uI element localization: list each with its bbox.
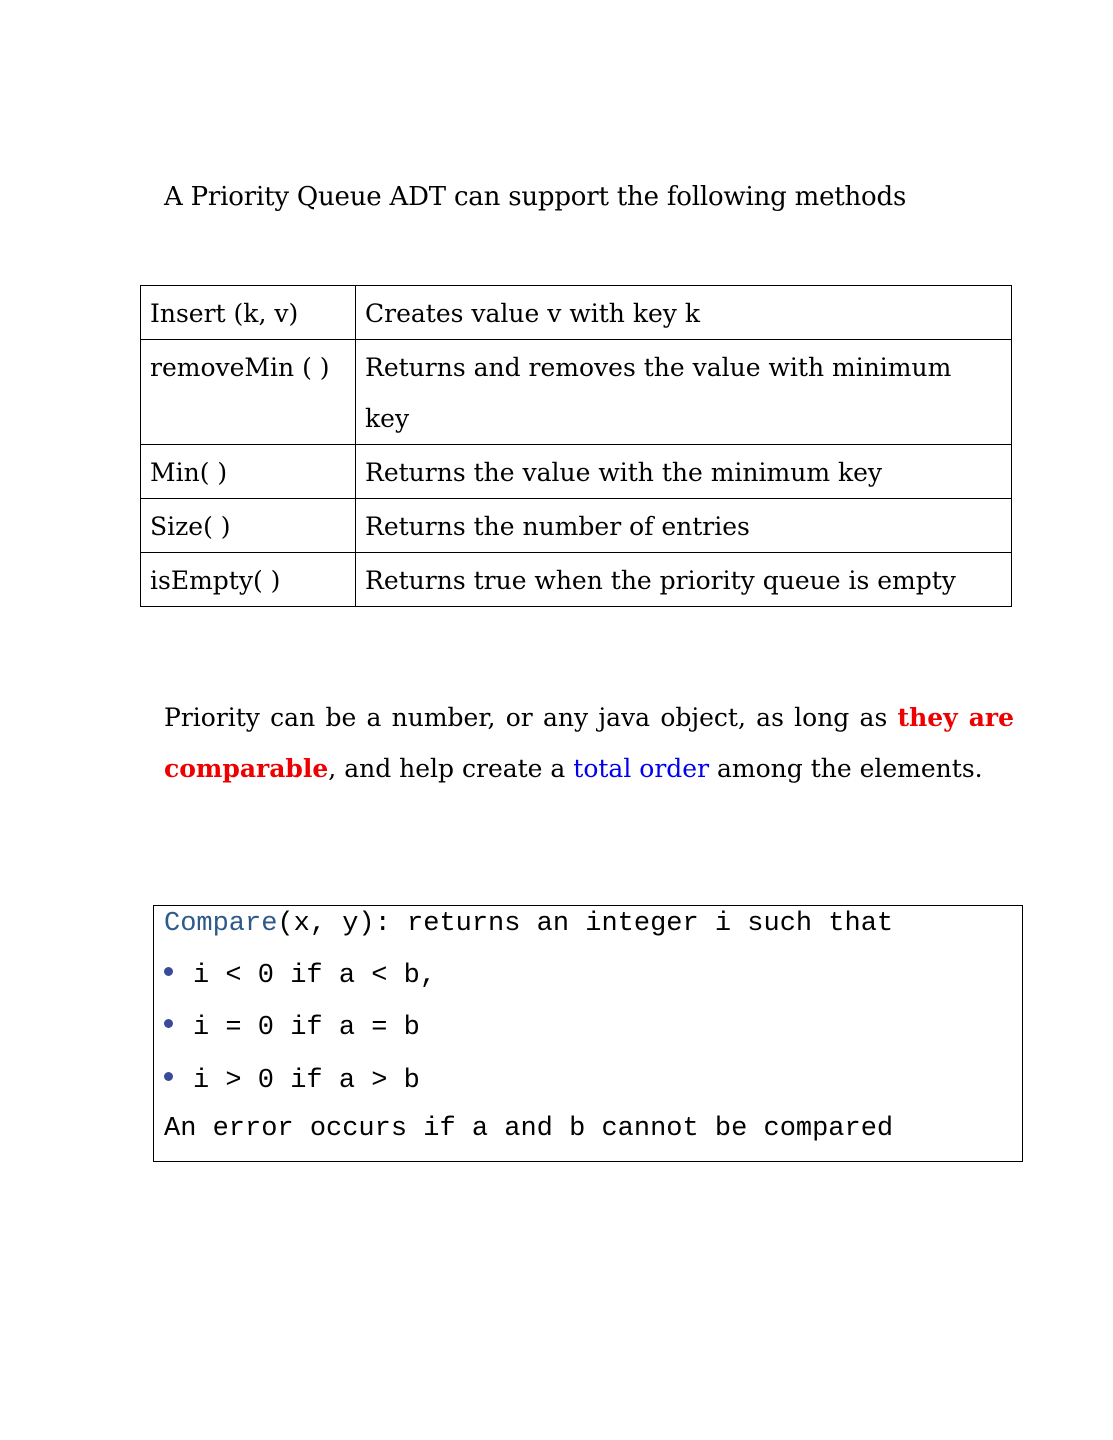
bullet-item — [164, 1013, 420, 1043]
description-cell: Returns and removes the value with minimum key — [356, 340, 1012, 445]
methods-table — [140, 285, 1012, 607]
bullet-icon — [164, 1019, 173, 1028]
compare-code-box — [153, 905, 1023, 1162]
paragraph-text: Priority can be a number, or any java object, as long as — [164, 703, 898, 732]
function-name: Compare — [164, 909, 278, 939]
paragraph-text: among the elements. — [709, 754, 983, 783]
compare-signature — [164, 909, 893, 939]
table-row — [141, 445, 1012, 499]
description-cell: Returns the value with the minimum key — [356, 445, 1012, 499]
bullet-text: i < 0 if a < b, — [193, 961, 437, 991]
method-cell: isEmpty( ) — [141, 553, 356, 607]
method-cell: removeMin ( ) — [141, 340, 356, 445]
description-cell: Returns true when the priority queue is empty — [356, 553, 1012, 607]
table-row — [141, 340, 1012, 445]
description-cell: Creates value v with key k — [356, 286, 1012, 340]
error-note: An error occurs if a and b cannot be compared — [164, 1114, 894, 1144]
paragraph-text: , and help create a — [328, 754, 574, 783]
signature-text: (x, y): returns an integer i such that — [277, 909, 894, 939]
description-cell: Returns the number of entries — [356, 499, 1012, 553]
total-order-highlight: total order — [573, 754, 710, 783]
bullet-text: i > 0 if a > b — [193, 1066, 420, 1096]
table-row — [141, 499, 1012, 553]
comparable-highlight: they are comparable — [164, 703, 1014, 783]
method-cell: Insert (k, v) — [141, 286, 356, 340]
priority-paragraph — [164, 692, 1014, 794]
method-cell: Min( ) — [141, 445, 356, 499]
table-row — [141, 286, 1012, 340]
bullet-text: i = 0 if a = b — [193, 1013, 420, 1043]
page-heading: A Priority Queue ADT can support the following methods — [164, 182, 907, 212]
bullet-item — [164, 1066, 420, 1096]
bullet-icon — [164, 1072, 173, 1081]
bullet-item — [164, 961, 436, 991]
table-row — [141, 553, 1012, 607]
bullet-icon — [164, 967, 173, 976]
method-cell: Size( ) — [141, 499, 356, 553]
